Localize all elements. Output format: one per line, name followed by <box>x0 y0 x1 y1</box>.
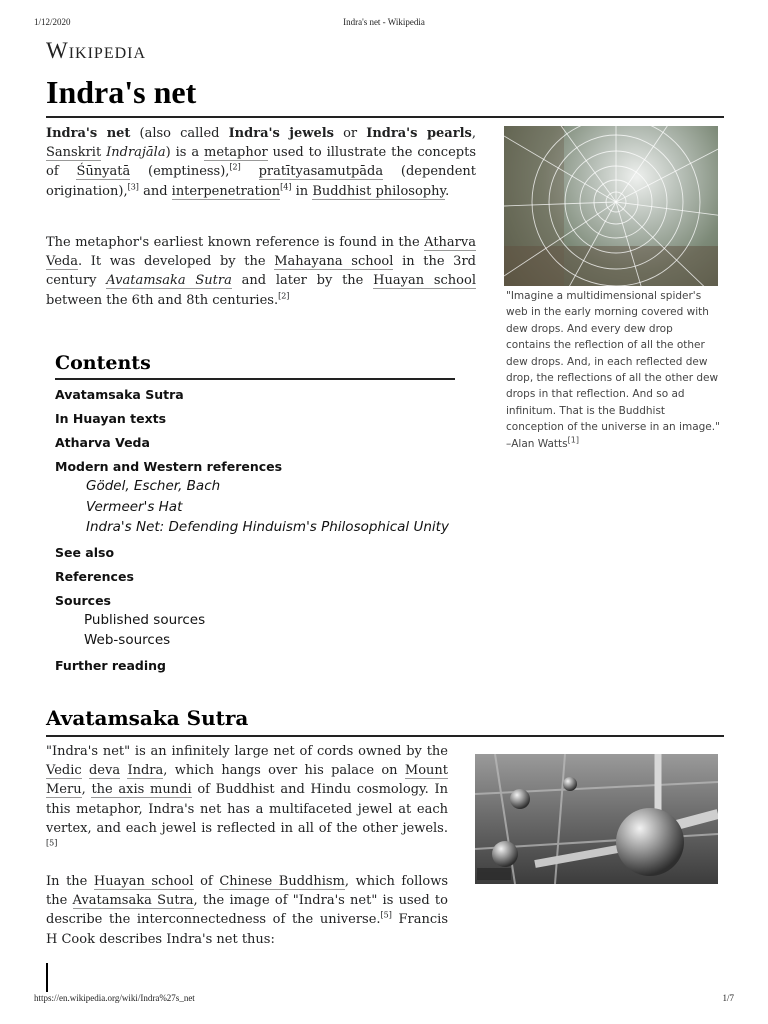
spider-web-icon <box>504 126 718 286</box>
section-paragraph-1: "Indra's net" is an infinitely large net of cords owned by the Vedic deva Indra, which hangs over his palace on Mount Meru, the axis mundi of Buddhist and Hindu cosmology. In this metaphor, Indra's net has a multifaceted jewel at each vertex, and each jewel is reflected in all of the other jewels.[5] <box>46 744 448 848</box>
reflective-spheres-render[interactable] <box>475 754 718 884</box>
print-page-number: 1/7 <box>722 993 734 1003</box>
text-cursor <box>46 963 48 992</box>
link-interpenetration[interactable]: interpenetration <box>171 183 281 199</box>
link-sunyata[interactable]: Śūnyatā <box>76 164 131 180</box>
figure-1-caption: "Imagine a multidimensional spider's web in the early morning covered with dew drops. And every dew drop contains the reflection of all the other dew drops. And, in each reflected dew drop, the reflections of all the other dew drops in that reflection. And so ad infinitum. That is the Buddhist conception of the universe in an image." –Alan Watts[1] <box>506 290 720 450</box>
spheres-render-icon <box>475 754 718 884</box>
link-deva[interactable]: deva <box>88 763 121 779</box>
section-heading-avatamsaka-sutra: Avatamsaka Sutra <box>46 706 249 730</box>
title-rule <box>46 116 724 118</box>
section-rule <box>46 735 724 737</box>
citation-5b[interactable]: [5] <box>380 911 392 921</box>
toc-subitem-web-sources[interactable]: Web-sources <box>84 632 171 648</box>
page-title: Indra's net <box>46 74 197 110</box>
citation-2[interactable]: [2] <box>229 163 241 173</box>
toc-list <box>55 386 455 674</box>
toc-title: Contents <box>55 352 455 380</box>
citation-2b[interactable]: [2] <box>278 291 290 301</box>
print-header <box>34 17 734 29</box>
toc-subitem-indras-net-defending[interactable]: Indra's Net: Defending Hinduism's Philosophical Unity <box>86 519 449 535</box>
citation-1[interactable]: [1] <box>567 435 579 445</box>
link-avatamsaka-sutra[interactable]: Avatamsaka Sutra <box>106 273 232 289</box>
toc-item-see-also[interactable]: See also <box>55 544 115 560</box>
toc-subitem-published-sources[interactable]: Published sources <box>84 611 206 628</box>
link-vedic[interactable]: Vedic <box>46 763 82 779</box>
link-mahayana-school[interactable]: Mahayana school <box>274 254 394 270</box>
toc-subitem-godel-escher-bach[interactable]: Gödel, Escher, Bach <box>86 478 221 494</box>
link-mount-meru[interactable]: Mount Meru <box>46 763 448 798</box>
link-huayan-school[interactable]: Huayan school <box>373 273 476 289</box>
print-date: 1/12/2020 <box>34 17 71 27</box>
intro-paragraph-2: The metaphor's earliest known reference is found in the Atharva Veda. It was developed by the Mahayana school in the 3rd century Avatamsaka Sutra and later by the Huayan school between the 6th and 8th centuries.[2] <box>46 235 476 308</box>
link-metaphor[interactable]: metaphor <box>204 145 268 161</box>
link-chinese-buddhism[interactable]: Chinese Buddhism <box>219 874 345 889</box>
toc-item-references[interactable]: References <box>55 568 134 584</box>
link-indra[interactable]: Indra <box>127 763 164 779</box>
link-buddhist-philosophy[interactable]: Buddhist philosophy <box>312 183 446 199</box>
toc-item-avatamsaka-sutra[interactable]: Avatamsaka Sutra <box>55 387 184 402</box>
citation-5[interactable]: [5] <box>46 838 58 848</box>
link-sanskrit[interactable]: Sanskrit <box>46 145 102 161</box>
intro-paragraph-1: Indra's net (also called Indra's jewels or Indra's pearls, Sanskrit Indrajāla) is a metaphor used to illustrate the concepts of Śūnyatā (emptiness),[2] pratītyasamutpāda (dependent origination),[3] and interpenetration[4] in Buddhist philosophy. <box>46 126 476 199</box>
link-axis-mundi[interactable]: the axis mundi <box>91 782 192 798</box>
citation-4[interactable]: [4] <box>280 182 292 192</box>
link-atharva-veda[interactable]: Atharva Veda <box>46 235 476 270</box>
wikipedia-wordmark[interactable]: Wikipedia <box>46 38 147 63</box>
link-avatamsaka-sutra-2[interactable]: Avatamsaka Sutra <box>72 893 194 909</box>
spider-web-dew-photo[interactable] <box>504 126 718 286</box>
toc-subitem-vermeers-hat[interactable]: Vermeer's Hat <box>86 498 183 515</box>
link-huayan-school-2[interactable]: Huayan school <box>93 874 194 889</box>
toc-item-further-reading[interactable]: Further reading <box>55 657 167 673</box>
link-pratityasamutpada[interactable]: pratītyasamutpāda <box>258 164 384 180</box>
toc-sublist-modern <box>55 476 455 538</box>
citation-3[interactable]: [3] <box>127 182 139 192</box>
section-paragraph-2: In the Huayan school of Chinese Buddhism, which follows the Avatamsaka Sutra, the image of "Indra's net" is used to describe the interconnectedness of the universe.[5] Francis H Cook describes Indra's net thus: <box>46 874 449 947</box>
print-footer <box>34 993 734 1005</box>
print-url: https://en.wikipedia.org/wiki/Indra%27s_net <box>34 993 195 1003</box>
toc-item-sources[interactable]: Sources <box>55 592 111 608</box>
toc-item-modern-western-references[interactable]: Modern and Western references <box>55 459 283 474</box>
toc-item-in-huayan-texts[interactable]: In Huayan texts <box>55 411 167 426</box>
table-of-contents <box>55 352 455 681</box>
print-page-title: Indra's net - Wikipedia <box>343 17 425 27</box>
toc-item-atharva-veda[interactable]: Atharva Veda <box>55 435 150 450</box>
toc-sublist-sources <box>55 610 455 651</box>
